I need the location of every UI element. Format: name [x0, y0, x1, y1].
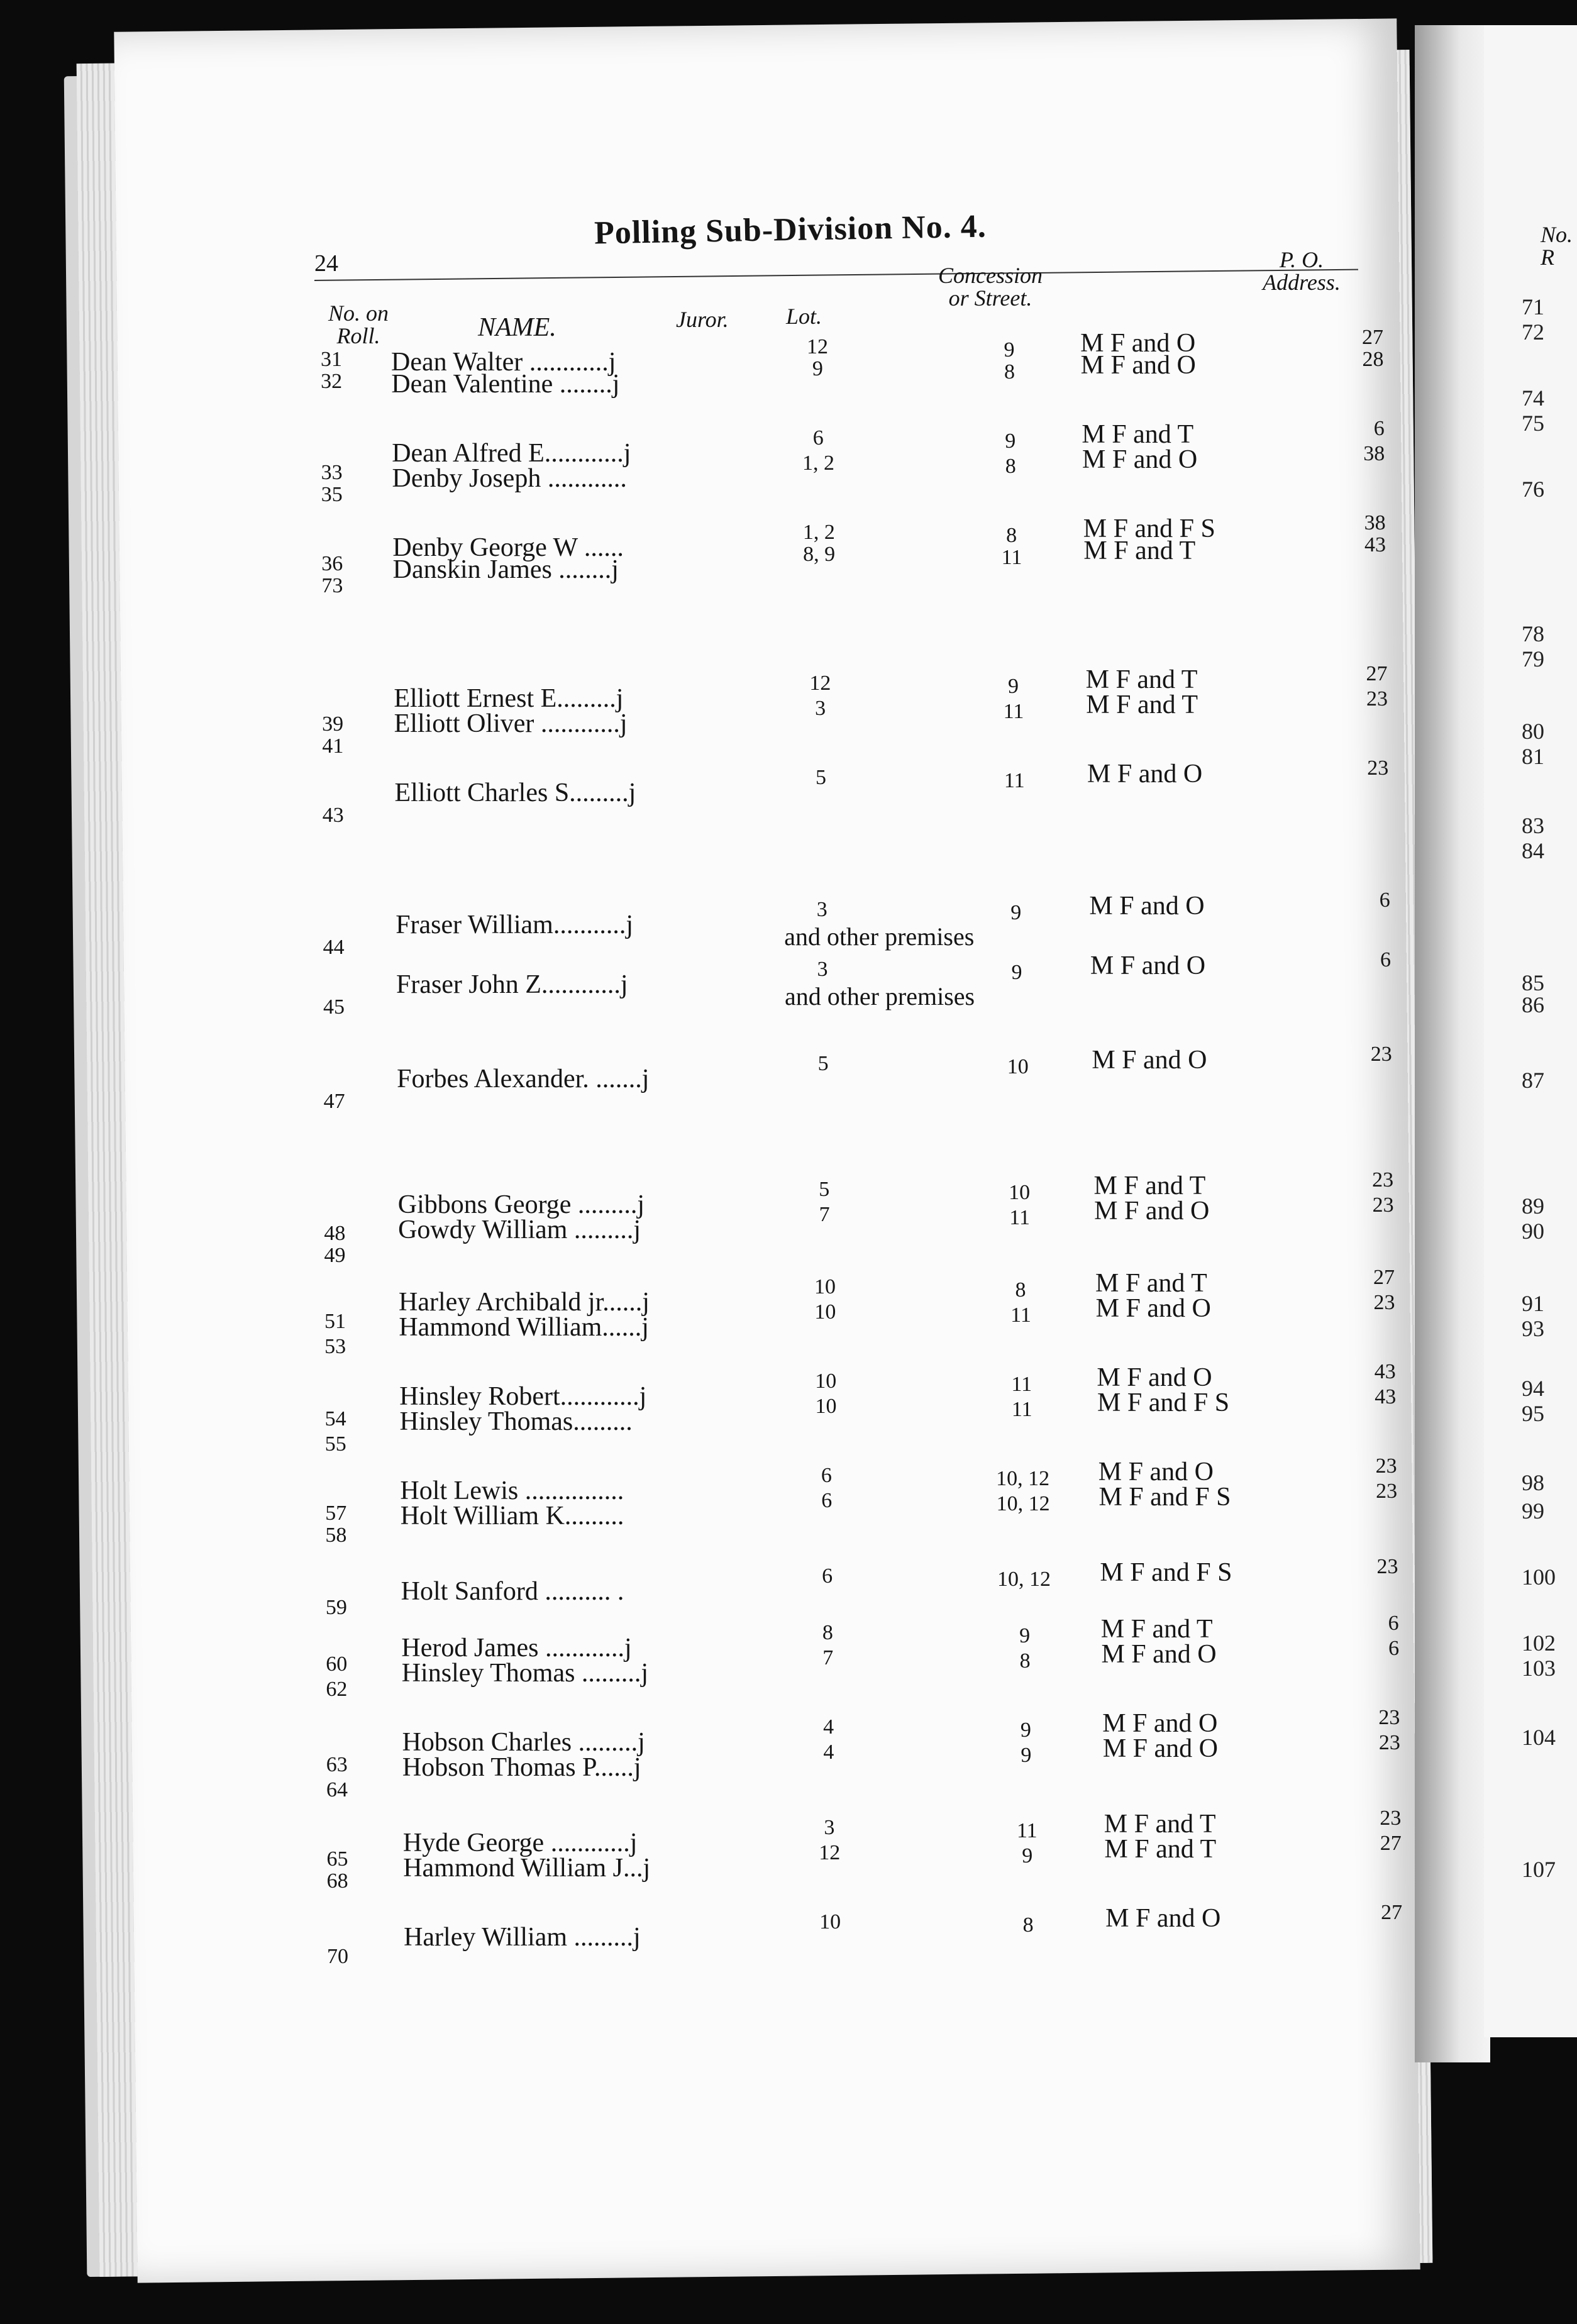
qualification: M F and O	[1082, 445, 1198, 474]
roll-number: 60	[326, 1652, 348, 1676]
roll-number: 33	[321, 461, 343, 484]
roll-number: 53	[324, 1335, 346, 1358]
po-address: 27	[1362, 326, 1384, 349]
lot-number: 10	[819, 1910, 841, 1934]
concession-number: 11	[1011, 1373, 1032, 1396]
lot-number: 8, 9	[803, 543, 836, 566]
page-number: 24	[314, 250, 338, 277]
concession-number: 10, 12	[996, 1492, 1050, 1515]
lot-number: 10	[814, 1275, 836, 1298]
roll-number: 48	[324, 1222, 346, 1245]
qualification: M F and O	[1102, 1709, 1218, 1738]
concession-number: 9	[1019, 1624, 1031, 1647]
lot-number: 9	[812, 357, 823, 380]
next-page-roll-number: 72	[1522, 319, 1544, 345]
lot-number: 1, 2	[802, 451, 835, 475]
next-page-roll-number: 100	[1522, 1564, 1556, 1590]
qualification: M F and T	[1100, 1615, 1213, 1644]
roll-number: 51	[324, 1310, 346, 1333]
concession-number: 9	[1021, 1744, 1032, 1767]
lot-number: 6	[821, 1464, 832, 1487]
page-title: Polling Sub-Division No. 4.	[594, 208, 987, 252]
roll-number: 39	[322, 712, 344, 736]
lot-number: 5	[817, 1052, 829, 1075]
next-page-roll-number: 104	[1522, 1725, 1556, 1750]
qualification: M F and O	[1089, 892, 1205, 921]
qualification: M F and O	[1095, 1294, 1211, 1323]
concession-number: 10, 12	[996, 1467, 1050, 1490]
qualification: M F and O	[1087, 760, 1203, 788]
concession-number: 9	[1020, 1718, 1031, 1742]
next-page-roll-number: 74	[1522, 385, 1544, 411]
roll-number: 63	[326, 1753, 348, 1776]
roll-number: 65	[326, 1847, 348, 1871]
voter-name: Danskin James ........j	[392, 555, 619, 584]
next-page-roll-number: 75	[1522, 411, 1544, 436]
next-page-roll-number: 83	[1522, 813, 1544, 838]
lot-number: 10	[815, 1395, 837, 1418]
next-page-roll-number: 98	[1522, 1470, 1544, 1495]
qualification: M F and O	[1080, 351, 1196, 380]
qualification: M F and F S	[1098, 1483, 1231, 1512]
lot-number: 7	[822, 1646, 834, 1669]
voter-name: Fraser William...........j	[396, 910, 634, 939]
concession-number: 11	[1016, 1819, 1038, 1842]
lot-number: 1, 2	[802, 521, 835, 544]
voter-name: Dean Walter ............j	[391, 348, 616, 377]
concession-number: 8	[1022, 1913, 1034, 1937]
lot-number: 6	[822, 1564, 833, 1588]
lot-number: 5	[819, 1178, 830, 1201]
voter-name: Elliott Charles S.........j	[394, 778, 636, 807]
lot-number: 4	[823, 1740, 834, 1764]
roll-number: 73	[321, 574, 343, 597]
qualification: M F and O	[1092, 1046, 1207, 1075]
qualification: M F and T	[1082, 420, 1194, 449]
lot-number: 8	[822, 1621, 833, 1644]
lot-number: 4	[823, 1715, 834, 1739]
po-address: 38	[1364, 511, 1386, 534]
po-address: 23	[1376, 1555, 1398, 1578]
lot-number: 12	[807, 335, 829, 358]
qualification: M F and T	[1095, 1269, 1207, 1298]
po-address: 27	[1381, 1901, 1403, 1924]
next-page-roll-number: 95	[1522, 1401, 1544, 1426]
qualification: M F and T	[1086, 690, 1198, 719]
next-page-roll-number: 94	[1522, 1376, 1544, 1401]
concession-number: 10, 12	[997, 1568, 1051, 1591]
voter-name: Hinsley Thomas .........j	[401, 1659, 649, 1688]
next-page-roll-number: 102	[1522, 1630, 1556, 1656]
concession-number: 8	[1004, 360, 1015, 384]
concession-number: 11	[1003, 700, 1024, 723]
roll-number: 31	[321, 348, 343, 371]
voter-name: Denby George W ......	[392, 533, 624, 562]
po-address: 23	[1375, 1454, 1397, 1478]
qualification: M F and T	[1104, 1810, 1216, 1839]
po-address: 6	[1379, 888, 1390, 912]
voter-name: Dean Alfred E............j	[392, 439, 631, 468]
next-page-roll-number: 78	[1522, 621, 1544, 646]
header-name: NAME.	[478, 313, 556, 342]
qualification: M F and O	[1101, 1640, 1217, 1669]
voter-name: Gowdy William .........j	[398, 1215, 641, 1244]
voter-name: Denby Joseph ............	[392, 464, 627, 493]
roll-number: 58	[325, 1524, 347, 1547]
concession-number: 9	[1011, 961, 1022, 984]
po-address: 23	[1373, 1291, 1395, 1314]
qualification: M F and O	[1094, 1197, 1210, 1226]
next-page-roll-number: 80	[1522, 719, 1544, 744]
next-page-roll-number: 84	[1522, 838, 1544, 863]
roll-number: 57	[325, 1502, 347, 1525]
lot-number: 3	[824, 1816, 835, 1839]
voter-name: Dean Valentine ........j	[391, 370, 620, 399]
lot-number: 6	[812, 426, 824, 450]
lot-number: 5	[816, 766, 827, 789]
lot-number: 10	[815, 1370, 837, 1393]
lot-number: 10	[814, 1300, 836, 1324]
voter-name: Holt William K.........	[400, 1502, 624, 1530]
concession-number: 8	[1019, 1649, 1031, 1673]
header-concession: Concession or Street.	[938, 263, 1043, 311]
po-address: 23	[1372, 1193, 1394, 1217]
concession-number: 8	[1005, 455, 1016, 478]
next-page-roll-number: 81	[1522, 744, 1544, 769]
header-rule	[314, 269, 1358, 281]
roll-number: 45	[323, 995, 345, 1019]
qualification: M F and O	[1098, 1458, 1214, 1486]
next-page-roll-number: 89	[1522, 1193, 1544, 1219]
roll-number: 49	[324, 1244, 346, 1267]
voter-name: Elliott Oliver ............j	[394, 709, 628, 738]
po-address: 27	[1366, 662, 1388, 685]
lot-number: 3	[817, 958, 828, 981]
po-address: 43	[1364, 533, 1386, 556]
roll-number: 55	[324, 1432, 346, 1456]
concession-number: 11	[1001, 546, 1022, 569]
next-page-roll-number: 91	[1522, 1291, 1544, 1316]
qualification: M F and O	[1097, 1363, 1212, 1392]
concession-number: 11	[1004, 769, 1025, 792]
roll-number: 36	[321, 552, 343, 575]
next-page-roll-number: 86	[1522, 992, 1544, 1017]
voter-name: Herod James ............j	[401, 1634, 632, 1663]
qualification: M F and T	[1083, 536, 1196, 565]
po-address: 6	[1388, 1637, 1400, 1660]
po-address: 23	[1372, 1168, 1394, 1192]
concession-number: 9	[1005, 429, 1016, 453]
next-page-roll-number: 90	[1522, 1219, 1544, 1244]
concession-number: 11	[1009, 1206, 1030, 1229]
po-address: 23	[1378, 1706, 1400, 1729]
lot-number: 3	[815, 697, 826, 720]
po-address: 43	[1374, 1360, 1396, 1383]
voter-name: Holt Sanford .......... .	[401, 1577, 624, 1606]
qualification: M F and T	[1085, 665, 1198, 694]
concession-number: 9	[1007, 675, 1019, 698]
roll-number: 41	[322, 734, 344, 758]
qualification: M F and T	[1093, 1171, 1206, 1200]
roll-number: 59	[325, 1596, 347, 1619]
roll-number: 47	[323, 1090, 345, 1113]
voter-name: Hyde George ............j	[402, 1829, 638, 1857]
next-page-header: No. R	[1541, 222, 1573, 270]
next-page-roll-number: 79	[1522, 646, 1544, 672]
header-lot: Lot.	[786, 304, 822, 329]
roll-number: 35	[321, 483, 343, 506]
voter-name: Hobson Thomas P......j	[402, 1753, 641, 1782]
lot-number: 3	[816, 898, 827, 921]
roll-number: 70	[327, 1945, 349, 1968]
header-roll: No. on Roll.	[328, 301, 389, 348]
voter-name: Elliott Ernest E.........j	[394, 684, 624, 713]
roll-number: 64	[326, 1778, 348, 1801]
po-address: 38	[1363, 442, 1385, 465]
concession-number: 9	[1004, 338, 1015, 362]
roll-number: 43	[322, 804, 344, 827]
po-address: 23	[1380, 1807, 1402, 1830]
qualification: M F and O	[1080, 329, 1196, 358]
concession-number: 8	[1015, 1278, 1026, 1302]
roll-number: 54	[324, 1407, 346, 1430]
po-address: 6	[1388, 1612, 1399, 1635]
voter-name: Hammond William J...j	[403, 1854, 651, 1883]
po-address: 23	[1378, 1731, 1400, 1754]
concession-number: 8	[1006, 524, 1017, 547]
po-address: 27	[1373, 1266, 1395, 1289]
next-page-roll-number: 76	[1522, 477, 1544, 502]
roll-number: 68	[326, 1869, 348, 1893]
roll-number: 32	[321, 370, 343, 393]
next-page-roll-number: 87	[1522, 1068, 1544, 1093]
po-address: 6	[1380, 948, 1391, 971]
po-address: 43	[1375, 1385, 1397, 1408]
next-page-roll-number: 99	[1522, 1498, 1544, 1524]
lot-number: 12	[819, 1841, 841, 1864]
po-address: 6	[1373, 417, 1385, 440]
header-po: P. O. Address.	[1263, 247, 1341, 295]
next-page-roll-number: 107	[1522, 1857, 1556, 1882]
next-page-roll-number: 85	[1522, 970, 1544, 995]
qualification: M F and O	[1105, 1904, 1221, 1933]
lot-number: 6	[821, 1489, 833, 1512]
lot-number: 7	[819, 1203, 830, 1226]
voter-name: Gibbons George .........j	[397, 1190, 645, 1219]
roll-number: 62	[326, 1678, 348, 1701]
voter-name: Hinsley Robert............j	[399, 1382, 647, 1411]
roll-number: 44	[323, 936, 345, 959]
concession-number: 9	[1010, 901, 1022, 924]
voter-name: Hobson Charles .........j	[402, 1728, 645, 1757]
concession-number: 10	[1007, 1055, 1029, 1078]
premises-note: and other premises	[784, 922, 975, 951]
po-address: 23	[1367, 756, 1389, 780]
next-page-roll-number: 93	[1522, 1316, 1544, 1341]
voter-name: Fraser John Z............j	[396, 970, 628, 999]
concession-number: 11	[1011, 1398, 1032, 1421]
voter-name: Forbes Alexander. .......j	[397, 1065, 650, 1093]
po-address: 23	[1366, 687, 1388, 711]
qualification: M F and O	[1090, 951, 1206, 980]
po-address: 23	[1376, 1480, 1398, 1503]
concession-number: 11	[1010, 1303, 1031, 1327]
voter-name: Hinsley Thomas.........	[399, 1407, 633, 1436]
qualification: M F and F S	[1083, 514, 1215, 543]
concession-number: 10	[1009, 1181, 1031, 1204]
next-page-roll-number: 103	[1522, 1656, 1556, 1681]
qualification: M F and T	[1104, 1835, 1217, 1864]
po-address: 23	[1370, 1043, 1392, 1066]
header-juror: Juror.	[676, 307, 729, 332]
qualification: M F and F S	[1097, 1388, 1230, 1417]
next-page-roll-number: 71	[1522, 294, 1544, 319]
voter-name: Harley Archibald jr......j	[399, 1288, 650, 1317]
qualification: M F and F S	[1100, 1558, 1232, 1587]
lot-number: 12	[809, 672, 831, 695]
concession-number: 9	[1022, 1844, 1033, 1868]
voter-name: Holt Lewis ...............	[400, 1476, 624, 1505]
voter-name: Harley William .........j	[404, 1923, 641, 1952]
voter-name: Hammond William......j	[399, 1313, 649, 1342]
premises-note: and other premises	[784, 982, 975, 1010]
qualification: M F and O	[1102, 1734, 1219, 1763]
po-address: 27	[1380, 1832, 1402, 1855]
po-address: 28	[1362, 348, 1384, 371]
